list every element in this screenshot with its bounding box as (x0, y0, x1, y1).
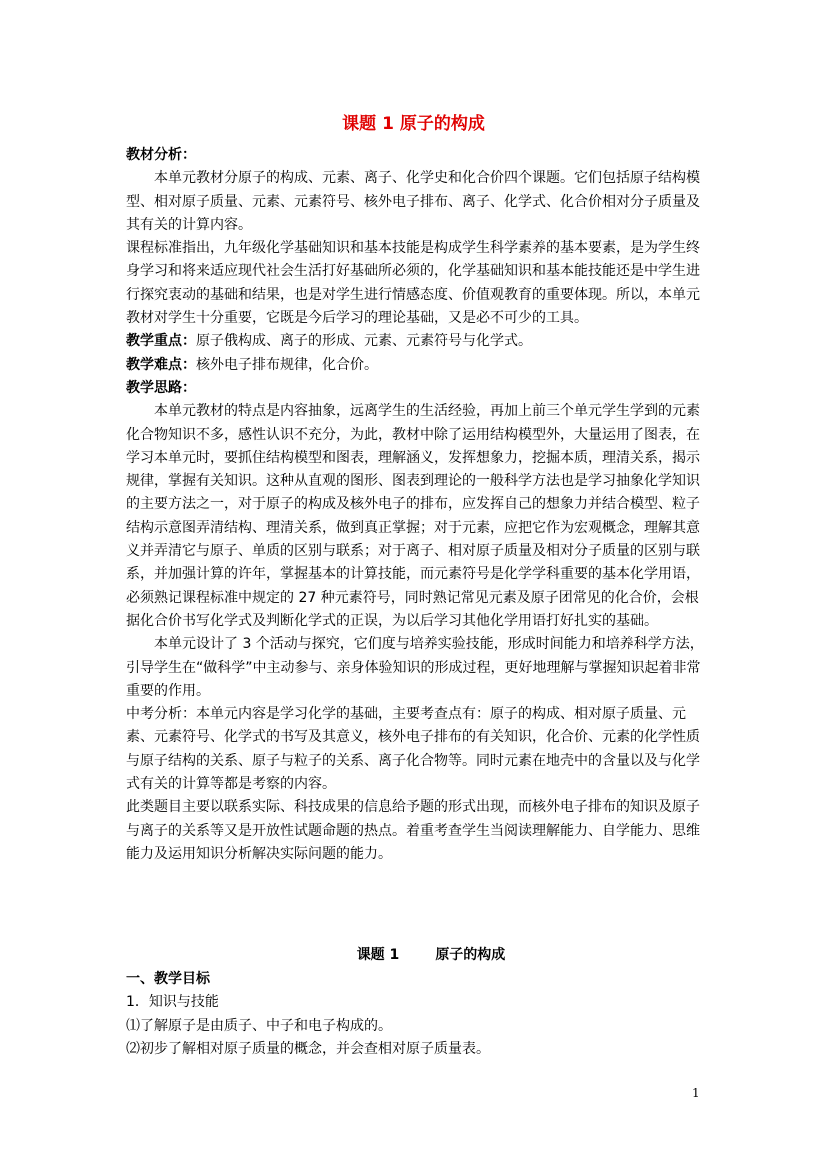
analysis-paragraph-1: 本单元教材分原子的构成、元素、离子、化学史和化合价四个课题。它们包括原子结构模型、相对原子质量、元素、元素符号、核外电子排布、离子、化学式、化合价相对分子质量及其有关的计算内容。 (126, 170, 700, 233)
page-number: 1 (692, 1086, 700, 1100)
focus-text: 原子俄构成、离子的形成、元素、元素符号与化学式。 (196, 333, 532, 350)
objective-1-2: ⑵初步了解相对原子质量的概念，并会查相对原子质量表。 (126, 1041, 490, 1057)
thinking-paragraph-1: 本单元教材的特点是内容抽象，远离学生的生活经验，再加上前三个单元学生学到的元素化合物知识不多，感性认识不充分，为此，教材中除了运用结构模型外，大量运用了图表，在学习本单元时，要抓住结构模型和图表，理解涵义，发挥想象力，挖掘本质，理清关系，揭示规律，掌握有关知识。这种从直观的图形、图表到理论的一般科学方法也是学习抽象化学知识的主要方法之一，对于原子的构成及核外电子的排布，应发挥自己的想象力并结合模型、粒子结构示意图弄清结构、理清关系，做到真正掌握；对于元素，应把它作为宏观概念，理解其意义并弄清它与原子、单质的区别与联系；对于离子、相对原子质量及相对分子质量的区别与联系，并加强计算的许年，掌握基本的计算技能，而元素符号是化学学科重要的基本化学用语，必须熟记课程标准中规定的 27 种元素符号，同时熟记常见元素及原子团常见的化合价，会根据化合价书写化学式及判断化学式的正误，为以后学习其他化学用语打好扎实的基础。 (126, 403, 700, 629)
difficulty-line (126, 354, 706, 377)
objective-1: 1．知识与技能 (126, 994, 219, 1010)
objective-1-1: ⑴了解原子是由质子、中子和电子构成的。 (126, 1017, 392, 1034)
analysis-paragraph-2: 课程标准指出，九年级化学基础知识和基本技能是构成学生科学素养的基本要素，是为学生终身学习和将来适应现代社会生活打好基础所必须的，化学基础知识和基本能技能还是中学生进行探究衷动的基础和结果，也是对学生进行情感态度、价值观教育的重要体现。所以，本单元教材对学生十分重要，它既是今后学习的理论基础，又是必不可少的工具。 (126, 240, 700, 327)
difficulty-label: 教学难点： (126, 356, 196, 373)
thinking-heading: 教学思路： (126, 379, 196, 396)
section-2 (126, 944, 706, 1062)
difficulty-text: 核外电子排布规律，化合价。 (196, 356, 378, 373)
page-title: 课题 1 原子的构成 (342, 114, 485, 134)
exam-paragraph-2: 此类题目主要以联系实际、科技成果的信息给予题的形式出现，而核外电子排布的知识及原子与离子的关系等又是开放性试题命题的热点。着重考查学生当阅读理解能力、自学能力、思维能力及运用知识分析解决实际问题的能力。 (126, 799, 700, 862)
exam-paragraph-1: 中考分析：本单元内容是学习化学的基础，主要考查点有：原子的构成、相对原子质量、元素、元素符号、化学式的书写及其意义，核外电子排布的有关知识，化合价、元素的化学性质与原子结构的关系、原子与粒子的关系、离子化合物等。同时元素在地壳中的含量以及与化学式有关的计算等都是考察的内容。 (126, 706, 700, 793)
section-2-title-text: 原子的构成 (435, 947, 506, 963)
section-2-title-number: 课题 1 (356, 947, 400, 963)
analysis-heading: 教材分析： (126, 147, 196, 163)
focus-line (126, 330, 706, 353)
section-2-title (126, 944, 706, 968)
thinking-paragraph-2: 本单元设计了 3 个活动与探究，它们度与培养实验技能，形成时间能力和培养科学方法，引导学生在“做科学”中主动参与、亲身体验知识的形成过程，更好地理解与掌握知识起着非常重要的作用。 (126, 636, 704, 699)
objectives-heading: 一、教学目标 (126, 970, 210, 987)
focus-label: 教学重点： (126, 333, 196, 350)
document-body (126, 144, 706, 866)
